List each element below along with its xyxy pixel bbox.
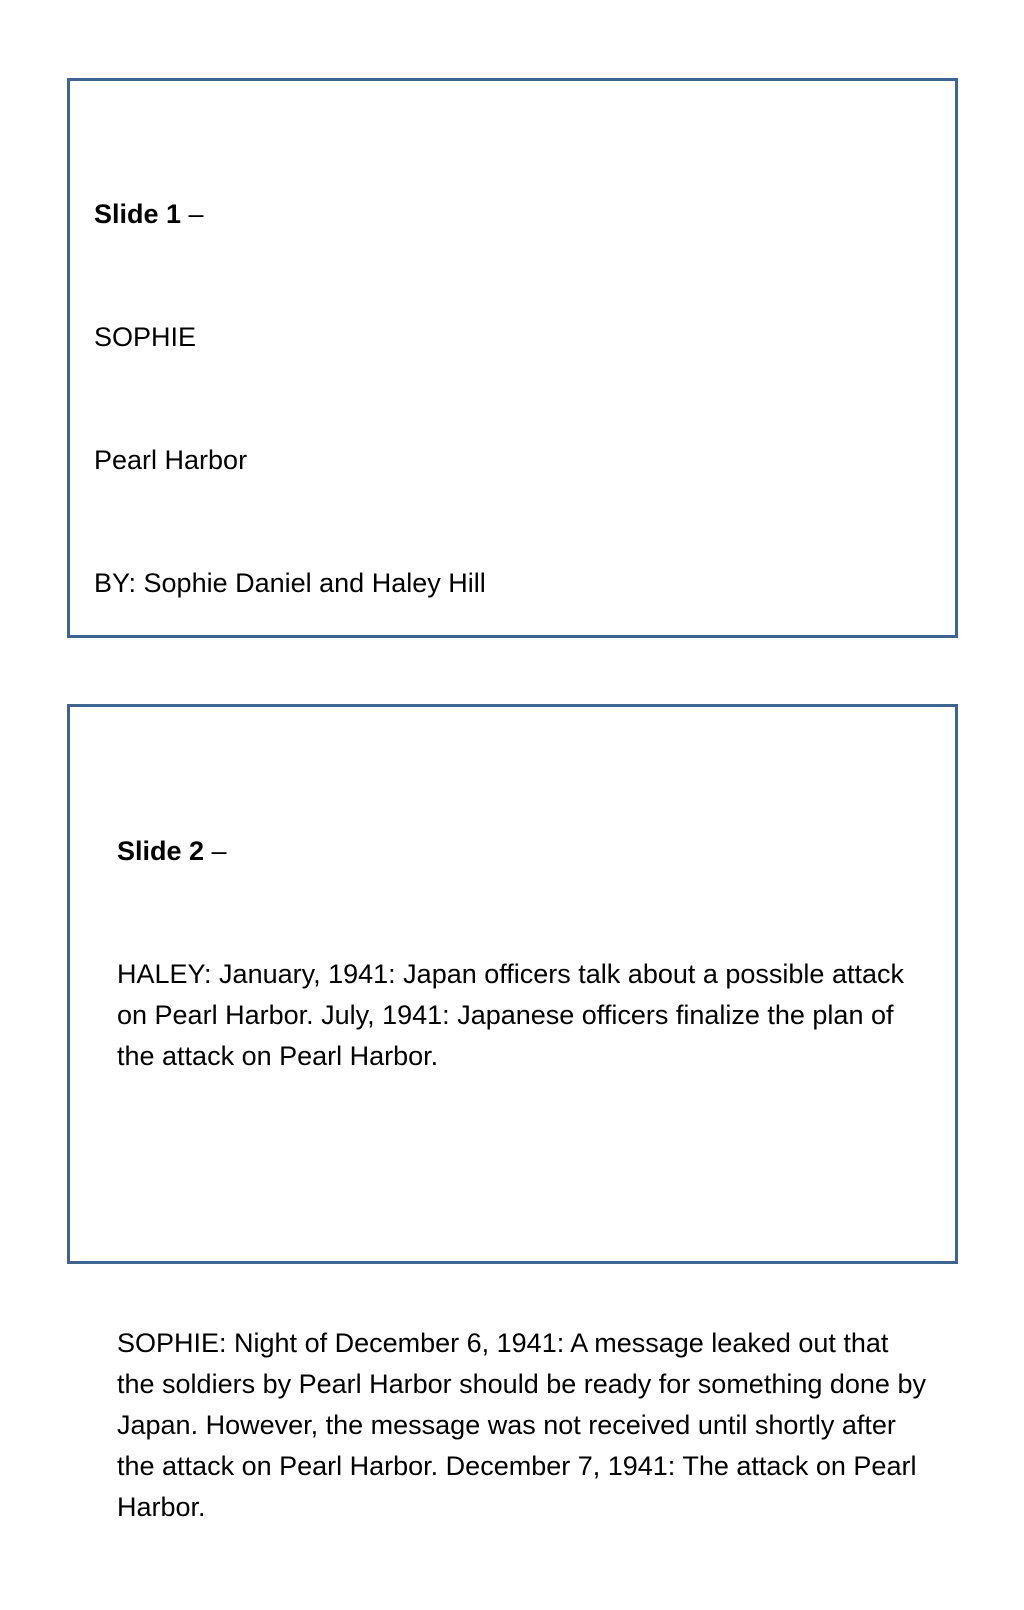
slide-2-dash: – [204, 836, 227, 866]
slide-1-title: Pearl Harbor [94, 445, 248, 475]
slide-2-paragraph-sophie: SOPHIE: Night of December 6, 1941: A message leaked out that the soldiers by Pearl Harbor should be ready for something done by Japan. However, the message was not received until shortly after the attack on Pearl Harbor. December 7, 1941: The attack on Pearl Harbor. [117, 1328, 934, 1522]
slide-1-text [94, 112, 914, 686]
slide-2-text [117, 749, 934, 1610]
slide-1-card [67, 78, 958, 638]
slide-1-presenter: SOPHIE [94, 322, 197, 352]
paragraph-spacer [117, 1159, 927, 1241]
slide-1-heading-line [94, 194, 914, 235]
slide-1-dash: – [181, 199, 204, 229]
slide-2-paragraph-haley: HALEY: January, 1941: Japan officers talk about a possible attack on Pearl Harbor. July, 1941: Japanese officers finalize the plan of the attack on Pearl Harbor. [117, 959, 912, 1071]
slide-1-authors: BY: Sophie Daniel and Haley Hill [94, 568, 486, 598]
slide-1-heading: Slide 1 [94, 199, 182, 229]
slide-2-heading: Slide 2 [117, 836, 205, 866]
slide-2-card [67, 704, 958, 1522]
slide-2-heading-line [117, 831, 927, 872]
